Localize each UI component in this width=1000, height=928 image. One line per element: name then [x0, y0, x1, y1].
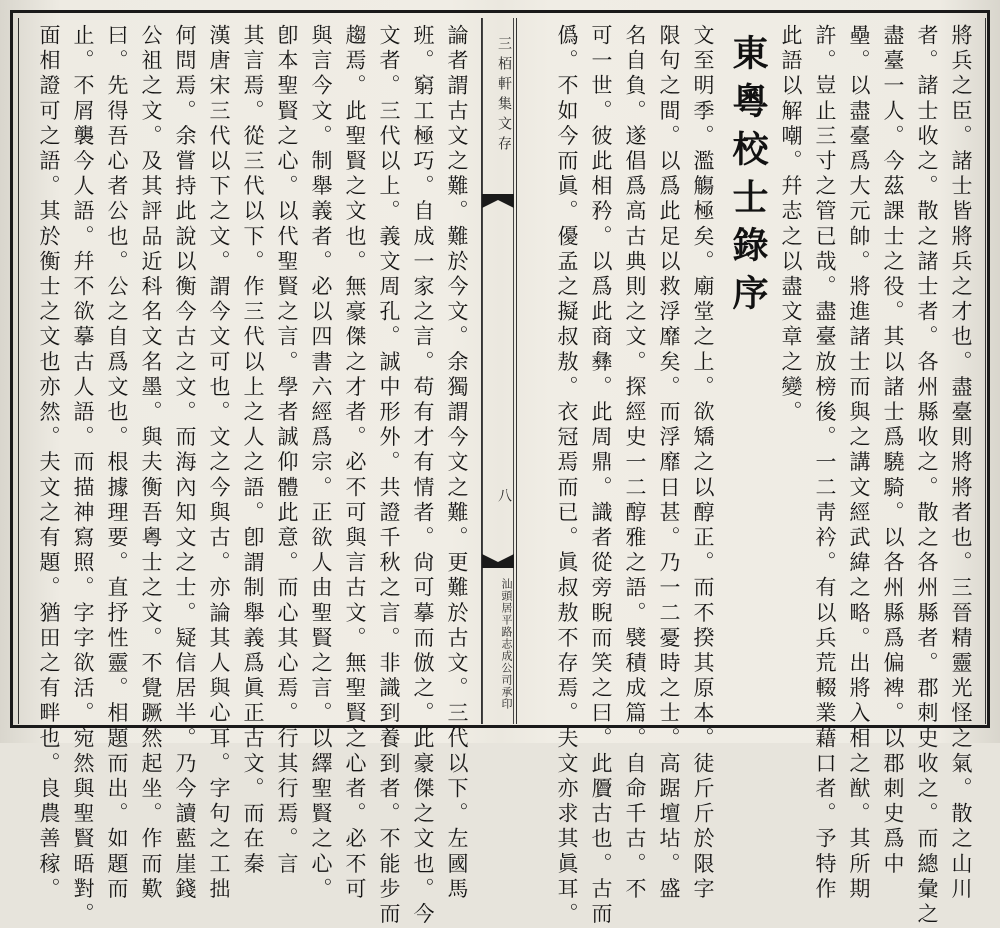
- text-column: 限句之間。以爲此足以救浮靡矣。而浮靡日甚。乃一二憂時之士。高踞壇坫。盛: [657, 24, 681, 903]
- essay-title: 東粵校士錄序: [727, 34, 769, 322]
- text-column: 許。豈止三寸之管已哉。盡臺放榜後。一二靑衿。有以兵荒輟業藉口者。予特作: [813, 24, 837, 903]
- fishtail-mark-bottom: [482, 554, 514, 568]
- page-number: 八: [496, 488, 512, 502]
- right-page: [520, 24, 980, 928]
- text-column: 曰。先得吾心者公也。公之自爲文也。根據理要。直抒性靈。相題而出。如題而: [105, 24, 129, 903]
- text-column: 此語以解嘲。幷志之以盡文章之變。: [779, 24, 803, 426]
- fishtail-mark-top: [482, 194, 514, 208]
- text-column: 文至明季。濫觴極矣。廟堂之上。欲矯之以醇正。而不揆其原本。徒斤斤於限字: [691, 24, 715, 903]
- text-column: 何問焉。余嘗持此說以衡今古之文。而海內知文之士。疑信居半。乃今讀藍崖錢: [173, 24, 197, 903]
- text-column: 僞。不如今而眞。優孟之擬叔敖。衣冠焉而已。眞叔敖不存焉。夫文亦求其眞耳。: [555, 24, 579, 928]
- center-gutter: [482, 18, 514, 724]
- text-column: 者。諸士收之。散之諸士者。各州縣收之。散之各州縣者。郡刺史收之。而總彙之: [915, 24, 939, 928]
- text-column: 公祖之文。及其評品近科名文名墨。與夫衡吾粵士之文。不覺蹶然起坐。作而歎: [139, 24, 163, 903]
- book-title: 三栢軒集文存: [496, 36, 512, 156]
- printer-imprint: 汕頭居平路志成公司承印: [500, 578, 513, 710]
- text-column: 趨焉。此聖賢之文也。無豪傑之才者。必不可與言古文。無聖賢之心者。必不可: [343, 24, 367, 903]
- text-column: 論者謂古文之難。難於今文。余獨謂今文之難。更難於古文。三代以下。左國馬: [445, 24, 469, 903]
- text-column: 盡臺一人。今茲課士之役。其以諸士爲驍騎。以各州縣爲偏裨。以郡刺史爲中: [881, 24, 905, 878]
- text-column: 卽本聖賢之心。以代聖賢之言。學者誠仰體此意。而心其心焉。行其行焉。言: [275, 24, 299, 878]
- text-column: 止。不屑襲今人語。幷不欲摹古人語。而描神寫照。字字欲活。宛然與聖賢晤對。: [71, 24, 95, 928]
- text-column: 可一世。彼此相矜。以爲此商彝。此周鼎。識者從旁睨而笑之曰。此贗古也。古而: [589, 24, 613, 928]
- text-column: 班。窮工極巧。自成一家之言。苟有才有情者。尙可摹而倣之。此豪傑之文也。今: [411, 24, 435, 928]
- text-column: 漢唐宋三代以下之文。謂今文可也。文之今與古。亦論其人與心耳。字句之工拙: [207, 24, 231, 903]
- text-column: 將兵之臣。諸士皆將兵之才也。盡臺則將將者也。三晉精靈光怪之氣。散之山川: [949, 24, 973, 903]
- text-column: 與言今文。制舉義者。必以四書六經爲宗。正欲人由聖賢之言。以繹聖賢之心。: [309, 24, 333, 903]
- text-column: 名自負。遂倡爲高古典則之文。探經史一二醇雅之語。襞積成篇。自命千古。不: [623, 24, 647, 903]
- text-column: 壘。以盡臺爲大元帥。將進諸士而與之講文經武緯之略。出將入相之猷。其所期: [847, 24, 871, 903]
- text-column: 面相證可之語。其於衡士之文也亦然。夫文之有題。猶田之有畔也。良農善稼。: [37, 24, 61, 903]
- text-column: 文者。三代以上。義文周孔。誠中形外。共證千秋之言。非識到養到者。不能步而: [377, 24, 401, 928]
- text-column: 其言焉。從三代以下。作三代以上之人之語。卽謂制舉義爲眞正古文。而在秦: [241, 24, 265, 878]
- left-page: [22, 24, 478, 928]
